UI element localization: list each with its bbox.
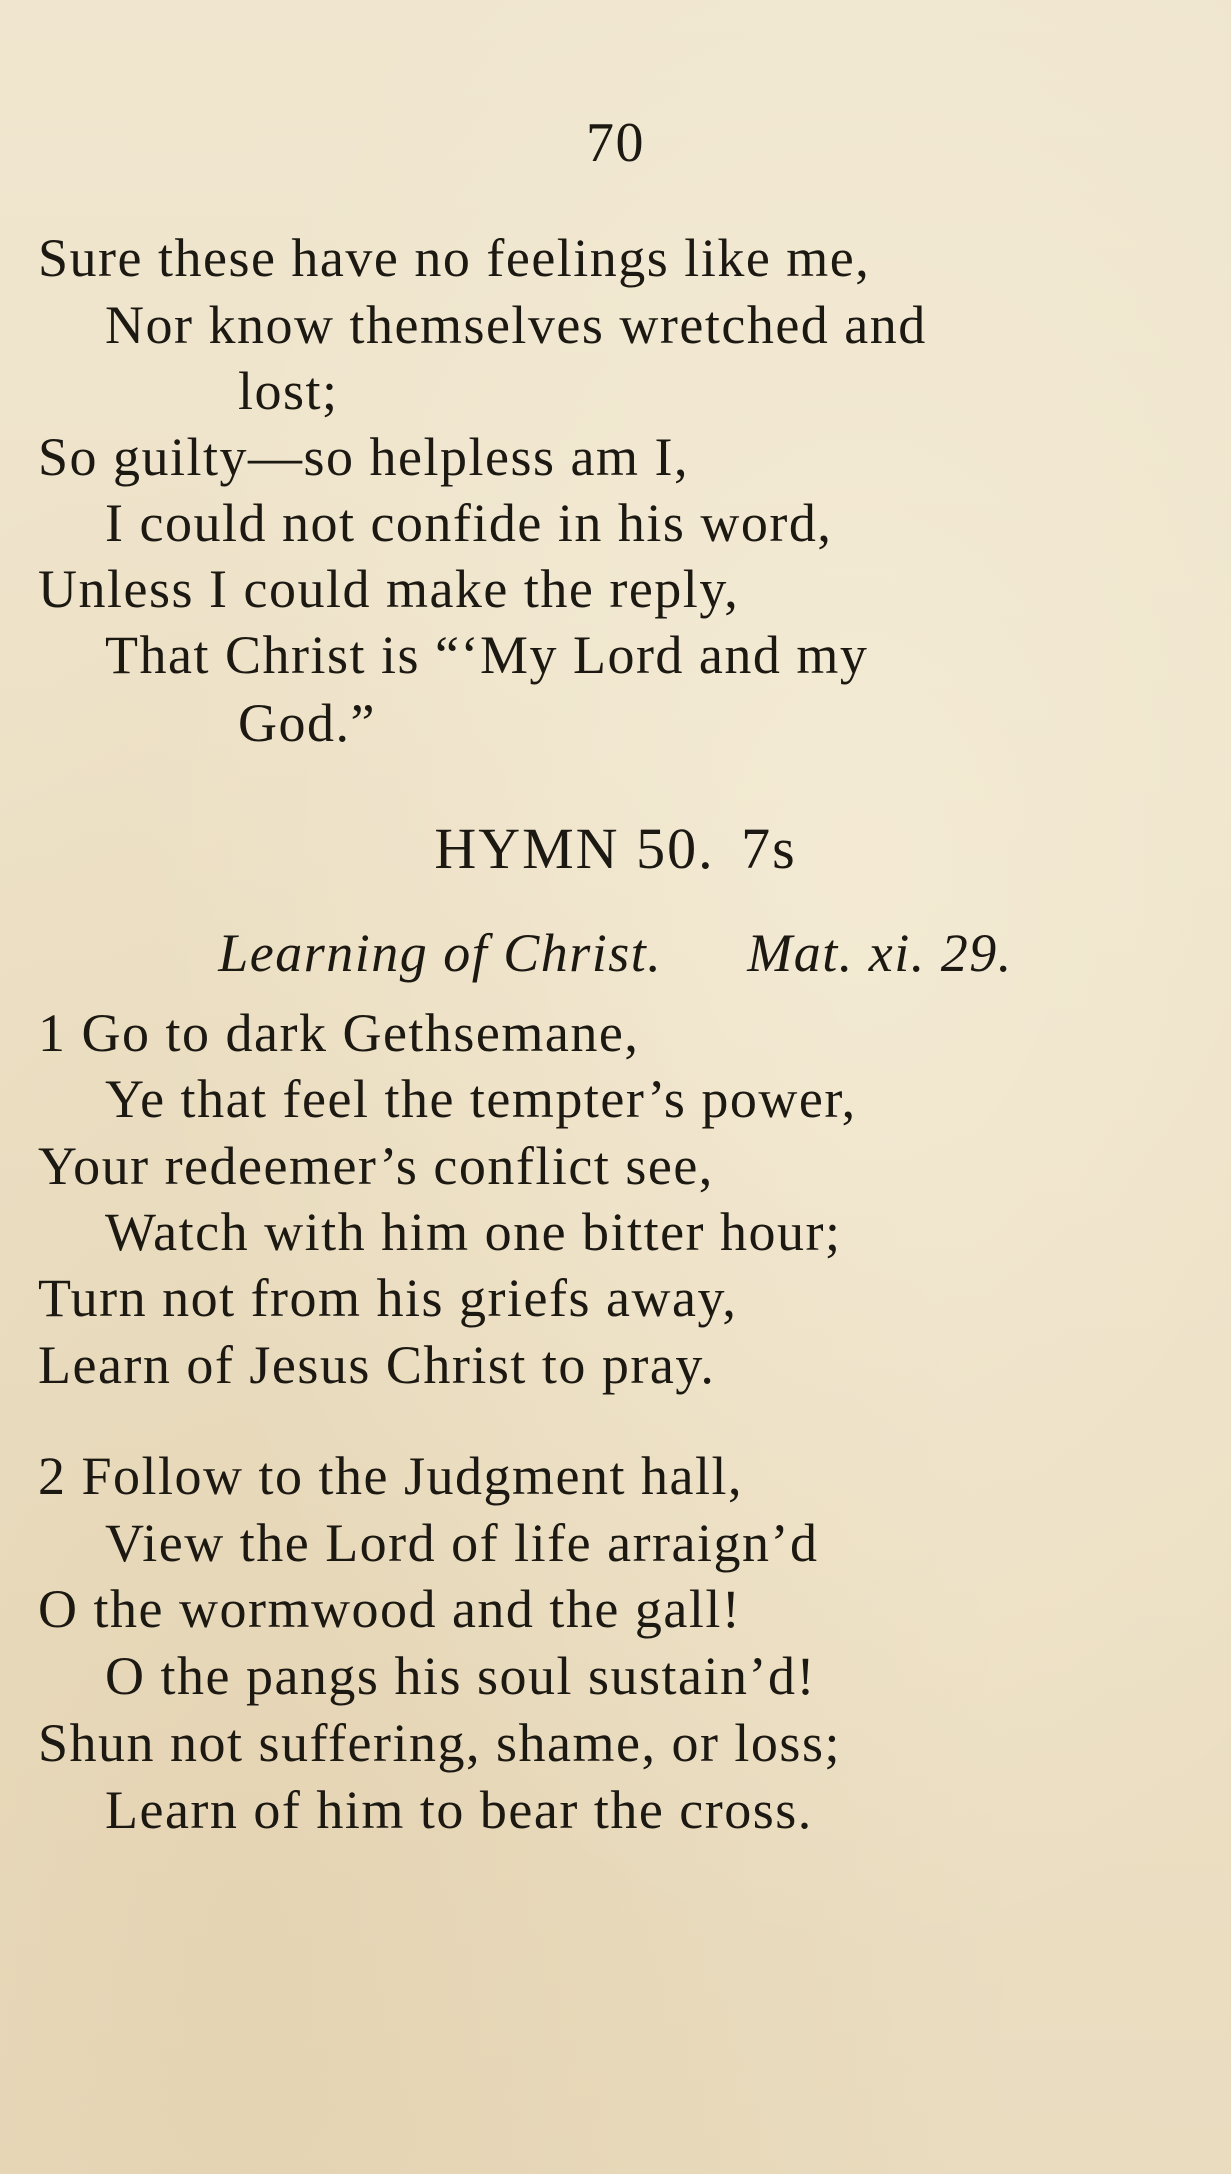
verse-line: View the Lord of life arraign’d <box>105 1513 819 1573</box>
verse-line: Learn of Jesus Christ to pray. <box>38 1335 716 1395</box>
poem-line: lost; <box>238 361 339 421</box>
hymn-subtitle <box>0 920 1231 986</box>
poem-line: God.” <box>238 693 376 753</box>
subtitle-theme: Learning of Christ. <box>218 923 663 983</box>
poem-line: Unless I could make the reply, <box>38 559 740 619</box>
verse-line: Turn not from his griefs away, <box>38 1268 738 1328</box>
poem-line: So guilty—so helpless am I, <box>38 427 689 487</box>
poem-line: That Christ is “‘My Lord and my <box>105 625 869 685</box>
hymn-meter: 7s <box>741 816 797 881</box>
poem-line: I could not confide in his word, <box>105 493 833 553</box>
scripture-reference: Mat. xi. 29. <box>747 923 1013 983</box>
verse-line: Ye that feel the tempter’s power, <box>105 1069 857 1129</box>
poem-line: Sure these have no feelings like me, <box>38 228 871 288</box>
hymn-number: HYMN 50. <box>434 816 715 881</box>
page-number: 70 <box>586 112 645 174</box>
verse-line: O the wormwood and the gall! <box>38 1579 742 1639</box>
verse-line: 1 Go to dark Gethsemane, <box>38 1003 640 1063</box>
hymn-title <box>0 816 1231 882</box>
poem-line: Nor know themselves wretched and <box>105 295 927 355</box>
verse-line: Learn of him to bear the cross. <box>105 1780 813 1840</box>
verse-line: Shun not suffering, shame, or loss; <box>38 1713 841 1773</box>
verse-line: Your redeemer’s conflict see, <box>38 1136 714 1196</box>
verse-line: 2 Follow to the Judgment hall, <box>38 1446 743 1506</box>
verse-line: O the pangs his soul sustain’d! <box>105 1646 816 1706</box>
verse-line: Watch with him one bitter hour; <box>105 1202 842 1262</box>
